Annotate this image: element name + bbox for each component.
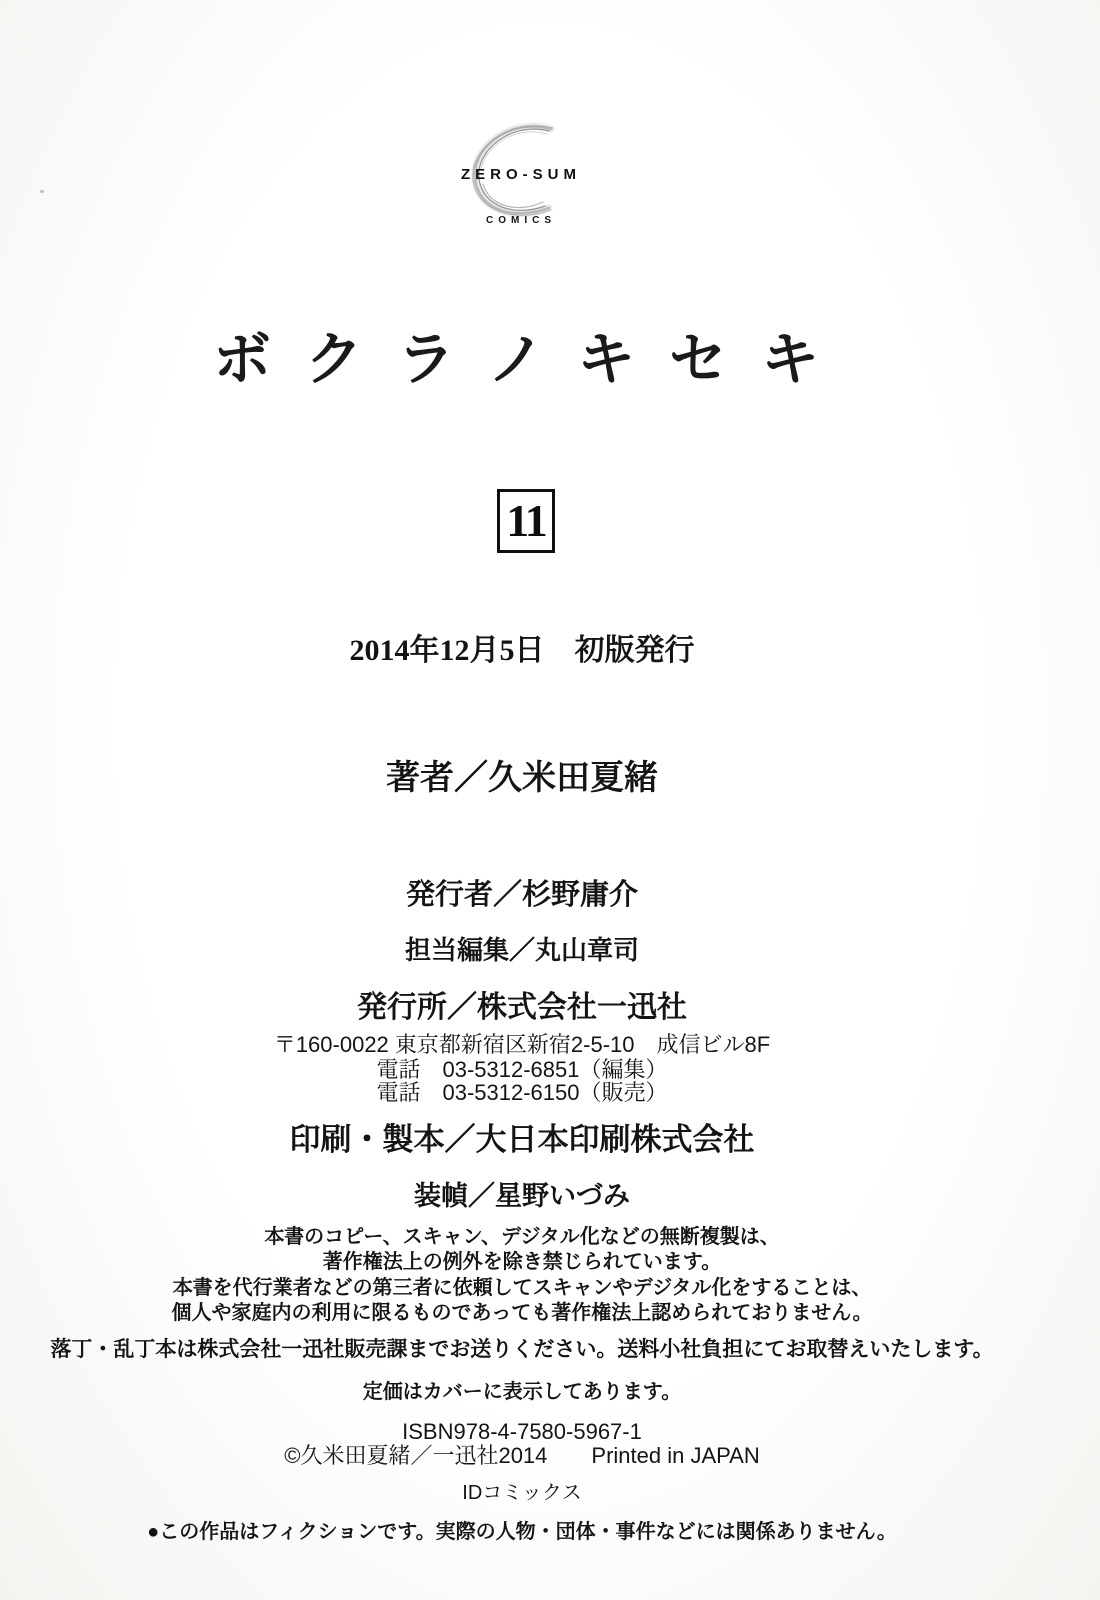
scan-speck	[40, 190, 44, 193]
credit-printing: 印刷・製本／大日本印刷株式会社	[289, 1122, 755, 1157]
book-title: ボクラノキセキ	[213, 327, 853, 392]
volume-row	[0, 470, 1044, 553]
fiction-disclaimer: ●この作品はフィクションです。実際の人物・団体・事件などには関係ありません。	[147, 1521, 897, 1543]
copyright-notice-line: 著作権法上の例外を除き禁じられています。	[322, 1251, 722, 1273]
price-notice: 定価はカバーに表示してあります。	[362, 1381, 682, 1403]
returns-notice: 落丁・乱丁本は株式会社一迅社販売課までお送りください。送料小社負担にてお取替えいたします。	[50, 1338, 994, 1361]
copyright-notice-line: 個人や家庭内の利用に限るものであっても著作権法上認められておりません。	[171, 1302, 873, 1324]
phone-sales: 電話 03-5312-6150（販売）	[376, 1080, 668, 1105]
credit-author: 著者／久米田夏緒	[386, 759, 658, 797]
isbn: ISBN978-4-7580-5967-1	[402, 1419, 642, 1444]
publisher-address: 〒160-0022 東京都新宿区新宿2-5-10 成信ビル8F	[273, 1032, 771, 1057]
logo-brand-text: ZERO-SUM	[461, 166, 581, 183]
credit-publisher-person: 発行者／杉野庸介	[405, 879, 638, 911]
copyright-notice-line: 本書のコピー、スキャン、デジタル化などの無断複製は、	[264, 1226, 780, 1248]
credit-design: 装幀／星野いづみ	[414, 1181, 630, 1211]
volume-number-box: 11	[497, 489, 555, 553]
phone-editorial: 電話 03-5312-6851（編集）	[376, 1057, 668, 1082]
imprint-label: IDコミックス	[462, 1482, 582, 1504]
copyright-notice-line: 本書を代行業者などの第三者に依頼してスキャンやデジタル化をすることは、	[172, 1277, 872, 1299]
zero-sum-logo	[455, 122, 587, 240]
credit-editor: 担当編集／丸山章司	[404, 935, 639, 965]
edition-date: 2014年12月5日 初版発行	[349, 634, 695, 667]
credit-publisher-company: 発行所／株式会社一迅社	[357, 991, 687, 1024]
copyright-credit: ©久米田夏緒／一迅社2014 Printed in JAPAN	[284, 1443, 760, 1468]
logo-division-text: COMICS	[486, 215, 556, 226]
